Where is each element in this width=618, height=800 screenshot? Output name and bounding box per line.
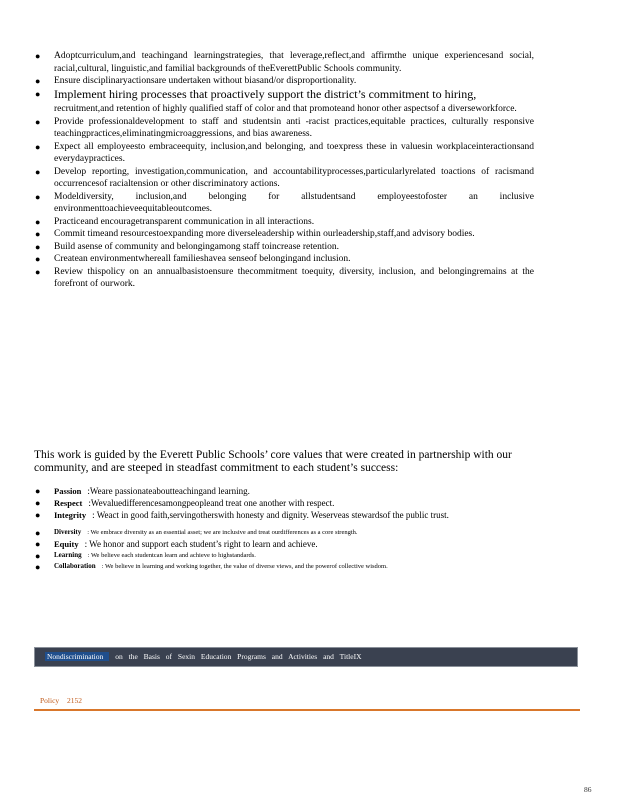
value-key: Passion xyxy=(54,486,82,496)
value-text: : Weact in good faith,servingotherswith honesty and dignity. Weserveas stewardsof the public trust. xyxy=(92,510,449,520)
value-text: : We believe in learning and working together, the value of diverse views, and the powerof collective wisdom. xyxy=(101,563,388,570)
bullet-icon: ● xyxy=(35,166,41,177)
value-key: Learning xyxy=(54,551,82,559)
bullet-icon: ● xyxy=(35,76,41,86)
bullet-icon: ● xyxy=(35,266,41,277)
value-key: Diversity xyxy=(54,528,82,536)
list-item: ● Practiceand encouragetransparent communication in all interactions. xyxy=(35,216,315,227)
list-item: ● Implement hiring processes that proactively support the district’s commitment to hiring, recruitment,and retention of highly qualified staff of color and that promoteand honor other aspectsof a diverseworkforce. xyxy=(35,86,517,114)
list-item xyxy=(34,561,534,572)
list-item xyxy=(34,538,534,550)
value-key: Integrity xyxy=(54,510,87,520)
value-text: :Wevaluedifferencesamongpeopleand treat one another with respect. xyxy=(88,498,335,508)
list-item: ● Build asense of community and belongingamong staff toincrease retention. xyxy=(35,241,340,252)
bullet-icon: ● xyxy=(35,241,41,252)
value-key: Equity xyxy=(54,539,79,549)
bullet-icon: ● xyxy=(35,510,41,520)
list-item: ● Provide professionaldevelopment to staff and studentsin anti -racist practices,equitable practices, culturally responsive teachingpractices,eliminatingmicroaggressions, and bias awareness. xyxy=(35,116,534,139)
footer-divider xyxy=(34,709,580,711)
value-text: :Weare passionateaboutteachingand learning. xyxy=(87,486,250,496)
list-item: ● Develop reporting, investigation,communication, and accountabilityprocesses,particularlyrelated toactions of racismand occurrencesof racialtension or other discriminatory actions. xyxy=(35,166,534,189)
list-item: ● Adoptcurriculum,and teachingand learningstrategies, that leverage,reflect,and affirmthe unique experiencesand social, racial,cultural, linguistic,and familial backgrounds of theEverettPublic Schools community. xyxy=(35,51,534,74)
bullet-icon: ● xyxy=(35,191,41,202)
bullet-icon: ● xyxy=(35,539,41,549)
list-item: ● Createan environmentwhereall familieshavea senseof belongingand inclusion. xyxy=(35,254,351,264)
bullet-icon: ● xyxy=(35,254,41,264)
commitments-list xyxy=(34,50,534,291)
core-values-intro: This work is guided by the Everett Public Schools’ core values that were created in partnership with our community, and are steeped in steadfast commitment to each student’s success: xyxy=(34,449,512,474)
list-item: ● Review thispolicy on an annualbasistoensure thecommitment toequity, diversity, inclusion, and belongingremains at the forefront of ourwork. xyxy=(35,266,534,289)
list-item xyxy=(34,509,534,521)
bullet-icon: ● xyxy=(35,486,41,496)
page-number: 86 xyxy=(584,785,592,794)
list-item xyxy=(34,497,534,509)
value-text: : We embrace diversity as an essential asset; we are inclusive and treat ourdifferences as a core strength. xyxy=(87,529,358,536)
banner-title: on the Basis of Sexin Education Programs and Activities and TitleIX xyxy=(115,652,362,661)
list-item: ● Expect all employeesto embraceequity, inclusion,and belonging, and toexpress these in valuesin workplaceinteractionsand everydaypractices. xyxy=(35,141,534,164)
bullet-icon: ● xyxy=(35,562,41,572)
core-values-list xyxy=(34,485,534,572)
value-key: Collaboration xyxy=(54,562,96,570)
section-banner xyxy=(34,647,578,667)
list-item: ● Ensure disciplinaryactionsare undertaken without biasand/or disproportionality. xyxy=(35,76,357,86)
value-text: : We believe each studentcan learn and achieve to highstandards. xyxy=(87,552,256,559)
bullet-icon: ● xyxy=(35,551,41,561)
bullet-icon: ● xyxy=(35,116,41,127)
bullet-icon: ● xyxy=(35,51,41,61)
value-key: Respect xyxy=(54,498,83,508)
banner-highlight: Nondiscrimination xyxy=(45,652,109,661)
value-text: : We honor and support each student’s right to learn and achieve. xyxy=(84,539,318,549)
bullet-icon: ● xyxy=(35,88,41,99)
list-item xyxy=(34,550,534,561)
bullet-icon: ● xyxy=(35,528,41,538)
list-item xyxy=(34,485,534,497)
policy-label: Policy 2152 xyxy=(40,696,83,705)
bullet-icon: ● xyxy=(35,229,41,239)
bullet-icon: ● xyxy=(35,498,41,508)
list-item: ● Modeldiversity, inclusion,and belonging for allstudentsand employeestofoster an inclusive environmenttoachieveequitableoutcomes. xyxy=(35,191,534,214)
bullet-icon: ● xyxy=(35,216,41,227)
list-item: ● Commit timeand resourcestoexpanding more diverseleadership within ourleadership,staff,and advisory bodies. xyxy=(35,229,475,239)
bullet-icon: ● xyxy=(35,141,41,152)
list-item xyxy=(34,527,534,538)
